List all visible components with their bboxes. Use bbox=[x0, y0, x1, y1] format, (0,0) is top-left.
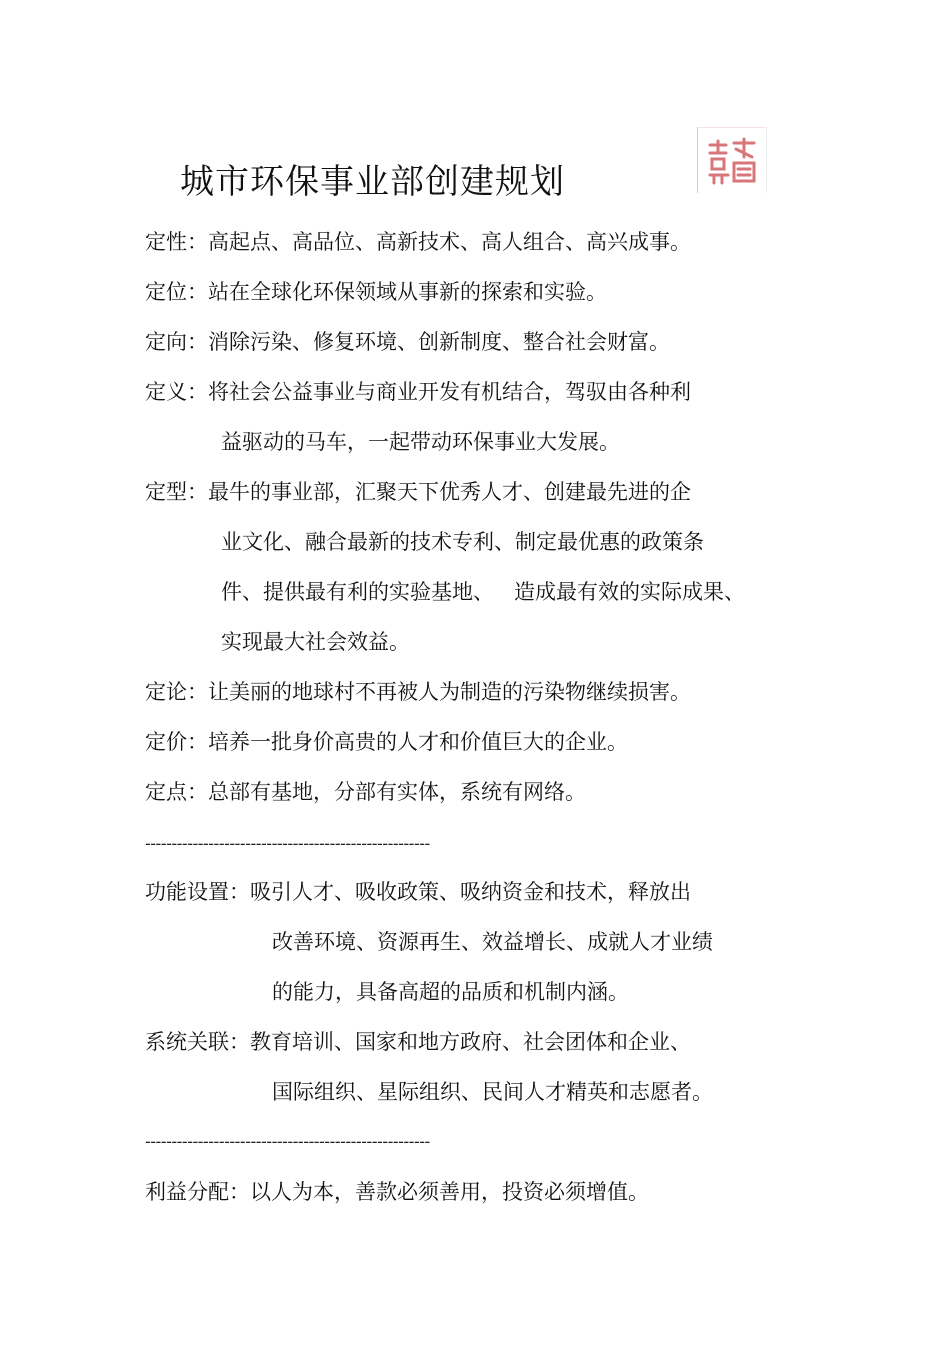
item-dingxing-type-cont-1: 业文化、融合最新的技术专利、制定最优惠的政策条 bbox=[221, 530, 704, 554]
item-text: 站在全球化环保领域从事新的探索和实验。 bbox=[208, 280, 607, 304]
item-dingjia bbox=[145, 726, 628, 758]
item-text: 消除污染、修复环境、创新制度、整合社会财富。 bbox=[208, 330, 670, 354]
item-dingxing-type bbox=[145, 476, 691, 508]
item-label: 定位： bbox=[145, 280, 208, 304]
item-dingdian bbox=[145, 776, 586, 808]
item-dingwei bbox=[145, 276, 607, 308]
item-text: 总部有基地，分部有实体，系统有网络。 bbox=[208, 780, 586, 804]
item-dingxing-type-cont-2: 件、提供最有利的实验基地、 造成最有效的实际成果、 bbox=[221, 580, 746, 604]
item-label: 定向： bbox=[145, 330, 208, 354]
section-label: 利益分配： bbox=[145, 1180, 250, 1204]
item-label: 定论： bbox=[145, 680, 208, 704]
section-label: 系统关联： bbox=[145, 1030, 250, 1054]
item-dinglun bbox=[145, 676, 691, 708]
item-text: 让美丽的地球村不再被人为制造的污染物继续损害。 bbox=[208, 680, 691, 704]
item-text: 高起点、高品位、高新技术、高人组合、高兴成事。 bbox=[208, 230, 691, 254]
section-function bbox=[145, 876, 691, 908]
item-dingxiang bbox=[145, 326, 670, 358]
document-title: 城市环保事业部创建规划 bbox=[180, 162, 565, 202]
item-label: 定点： bbox=[145, 780, 208, 804]
section-text: 吸引人才、吸收政策、吸纳资金和技术，释放出 bbox=[250, 880, 691, 904]
section-relations-cont-1: 国际组织、星际组织、民间人才精英和志愿者。 bbox=[272, 1080, 713, 1104]
seal-stamp bbox=[697, 127, 767, 193]
item-dingxing bbox=[145, 226, 691, 258]
item-dingxing-type-cont-3: 实现最大社会效益。 bbox=[221, 630, 410, 654]
section-benefit bbox=[145, 1176, 649, 1208]
item-text: 将社会公益事业与商业开发有机结合，驾驭由各种利 bbox=[208, 380, 691, 404]
divider-1: ------------------------------------------------------ bbox=[145, 834, 430, 853]
section-label: 功能设置： bbox=[145, 880, 250, 904]
divider-2: ------------------------------------------------------ bbox=[145, 1132, 430, 1151]
item-label: 定性： bbox=[145, 230, 208, 254]
item-text: 最牛的事业部，汇聚天下优秀人才、创建最先进的企 bbox=[208, 480, 691, 504]
section-function-cont-2: 的能力，具备高超的品质和机制内涵。 bbox=[272, 980, 629, 1004]
section-function-cont-1: 改善环境、资源再生、效益增长、成就人才业绩 bbox=[272, 930, 713, 954]
section-text: 教育培训、国家和地方政府、社会团体和企业、 bbox=[250, 1030, 691, 1054]
item-text: 培养一批身价高贵的人才和价值巨大的企业。 bbox=[208, 730, 628, 754]
section-relations bbox=[145, 1026, 691, 1058]
item-label: 定义： bbox=[145, 380, 208, 404]
item-label: 定价： bbox=[145, 730, 208, 754]
red-seal-stamp-icon bbox=[704, 135, 760, 187]
item-dingyi-cont: 益驱动的马车，一起带动环保事业大发展。 bbox=[221, 430, 620, 454]
section-text: 以人为本，善款必须善用，投资必须增值。 bbox=[250, 1180, 649, 1204]
item-dingyi bbox=[145, 376, 691, 408]
item-label: 定型： bbox=[145, 480, 208, 504]
